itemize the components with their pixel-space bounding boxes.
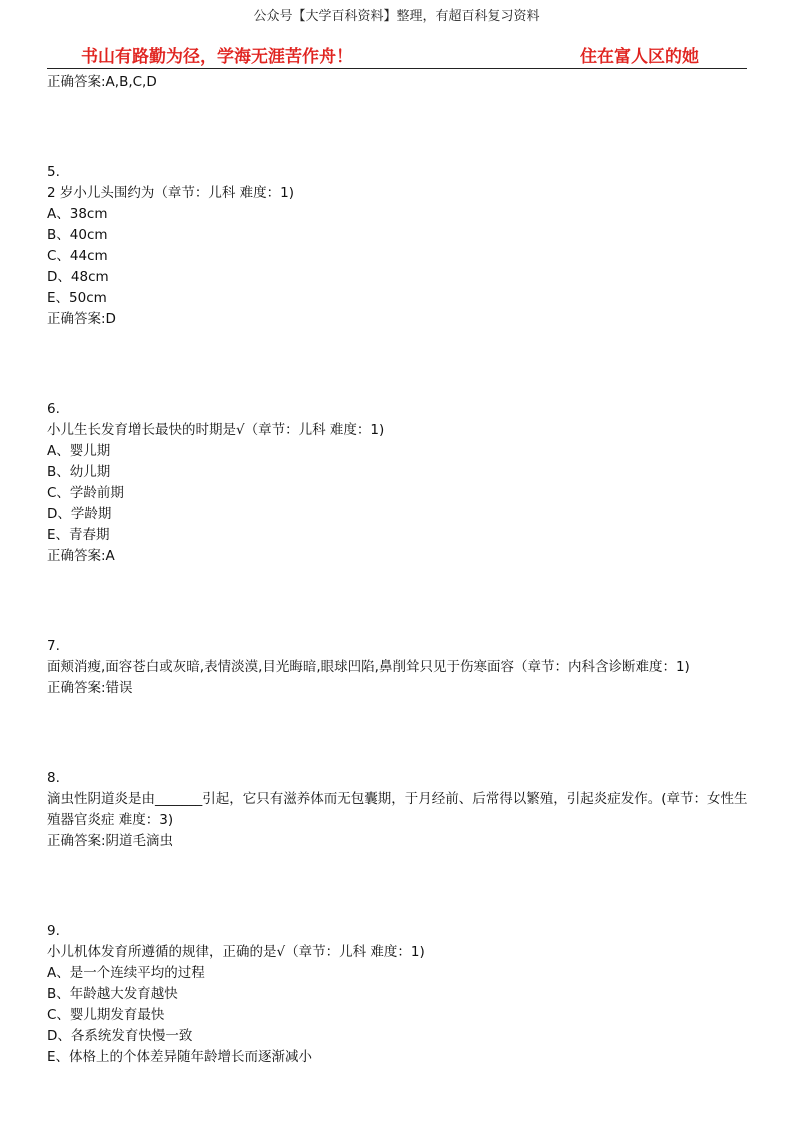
question-5 (47, 162, 749, 330)
question-number: 7. (47, 638, 60, 654)
question-number: 8. (47, 770, 60, 786)
option-e: E、青春期 (47, 527, 110, 543)
motto-right: 住在富人区的她 (580, 47, 699, 67)
question-number: 9. (47, 923, 60, 939)
option-b: B、年龄越大发育越快 (47, 986, 178, 1002)
question-8 (47, 768, 749, 852)
question-number: 6. (47, 401, 60, 417)
correct-answer: 正确答案:错误 (47, 680, 133, 696)
previous-answer: 正确答案:A,B,C,D (47, 74, 157, 90)
option-d: D、各系统发育快慢一致 (47, 1028, 193, 1044)
question-stem: 滴虫性阴道炎是由_______引起，它只有滋养体而无包囊期，于月经前、后常得以繁殖，引起炎症发作。(章节：女性生殖器官炎症 难度：3) (47, 791, 748, 828)
option-b: B、幼儿期 (47, 464, 111, 480)
question-stem: 小儿生长发育增长最快的时期是√（章节：儿科 难度：1) (47, 422, 385, 438)
option-d: D、学龄期 (47, 506, 112, 522)
question-stem: 2 岁小儿头围约为（章节：儿科 难度：1) (47, 185, 295, 201)
correct-answer: 正确答案:阴道毛滴虫 (47, 833, 174, 849)
source-note: 公众号【大学百科资料】整理，有超百科复习资料 (253, 9, 540, 24)
option-c: C、婴儿期发育最快 (47, 1007, 165, 1023)
question-stem: 小儿机体发育所遵循的规律，正确的是√（章节：儿科 难度：1) (47, 944, 425, 960)
option-e: E、50cm (47, 290, 107, 306)
motto-left: 书山有路勤为径，学海无涯苦作舟！ (81, 47, 353, 67)
question-number: 5. (47, 164, 60, 180)
option-c: C、44cm (47, 248, 108, 264)
option-b: B、40cm (47, 227, 108, 243)
correct-answer: 正确答案:A (47, 548, 115, 564)
question-9 (47, 921, 749, 1068)
option-c: C、学龄前期 (47, 485, 124, 501)
question-stem: 面颊消瘦,面容苍白或灰暗,表情淡漠,目光晦暗,眼球凹陷,鼻削耸只见于伤寒面容（章节：内科含诊断难度：1) (47, 659, 690, 675)
header-divider (47, 68, 747, 69)
option-a: A、婴儿期 (47, 443, 111, 459)
option-e: E、体格上的个体差异随年龄增长而逐渐减小 (47, 1049, 313, 1065)
option-a: A、是一个连续平均的过程 (47, 965, 205, 981)
question-7 (47, 636, 749, 699)
option-a: A、38cm (47, 206, 108, 222)
option-d: D、48cm (47, 269, 109, 285)
question-6 (47, 399, 749, 567)
correct-answer: 正确答案:D (47, 311, 116, 327)
question-list (47, 72, 749, 1068)
